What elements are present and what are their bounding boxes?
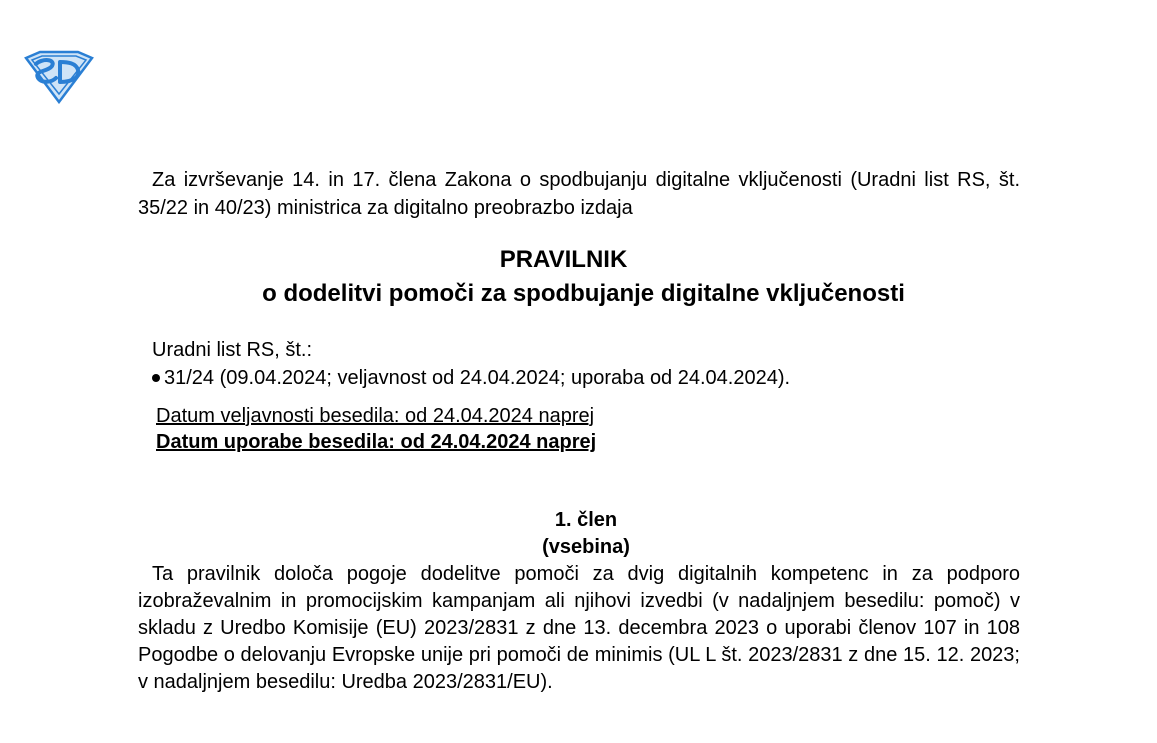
article-body: Ta pravilnik določa pogoje dodelitve pomoči za dvig digitalnih kompetenc in za podporo izobraževalnim in promocijskim kampanjam ali njihovi izvedbi (v nadaljnjem besedilu: pomoč) v skladu z Uredbo Komisije (EU) 2023/2831 z dne 13. decembra 2023 o uporabi členov 107 in 108 Pogodbe o delovanju Evropske unije pri pomoči de minimis (UL L št. 2023/2831 z dne 15. 12. 2023; v nadaljnjem besedilu: Uredba 2023/2831/EU). [138, 563, 1020, 693]
bullet-icon [152, 374, 160, 382]
gazette-label: Uradni list RS, št.: [152, 339, 313, 361]
validity-date-link[interactable]: Datum veljavnosti besedila: od 24.04.2024 naprej [156, 405, 595, 427]
gazette-reference [152, 336, 790, 392]
gazette-entry-text: 31/24 (09.04.2024; veljavnost od 24.04.2024; uporaba od 24.04.2024). [164, 367, 791, 389]
use-date-link[interactable]: Datum uporabe besedila: od 24.04.2024 naprej [156, 431, 597, 453]
validity-block [156, 403, 596, 455]
publisher-logo-icon [22, 50, 96, 104]
article-heading: (vsebina) [542, 536, 630, 558]
gazette-entry [152, 364, 790, 392]
preamble-text: Za izvrševanje 14. in 17. člena Zakona o spodbujanju digitalne vključenosti (Uradni list RS, št. 35/22 in 40/23) ministrica za digitalno preobrazbo izdaja [138, 169, 1020, 219]
document-subtitle: o dodelitvi pomoči za spodbujanje digitalne vključenosti [262, 280, 905, 307]
document-title: PRAVILNIK [499, 246, 628, 273]
article-number: 1. člen [554, 509, 618, 531]
